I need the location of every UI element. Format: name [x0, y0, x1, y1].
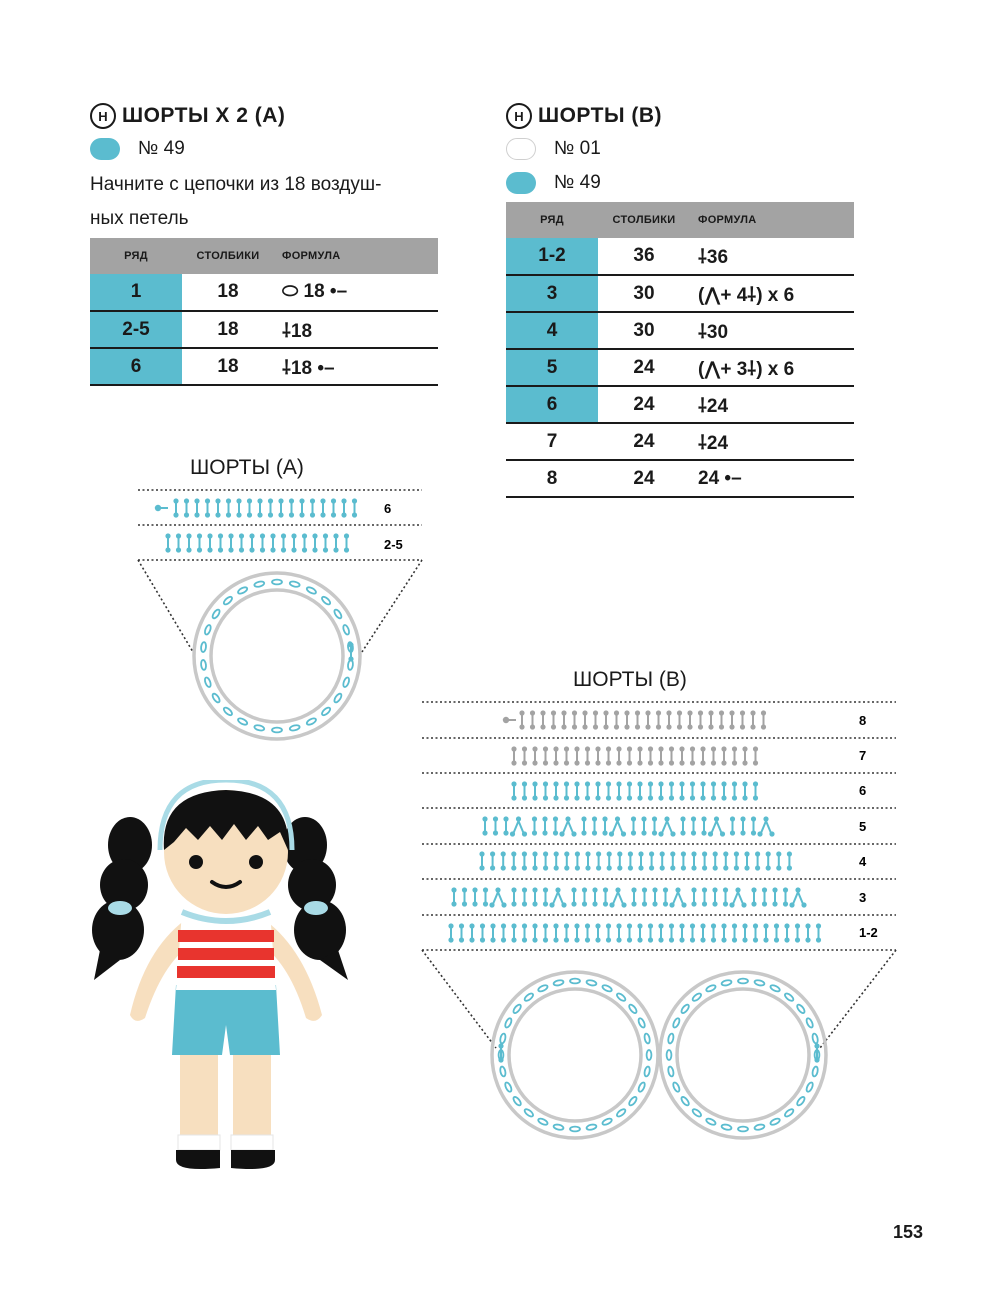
yarn-item [90, 132, 440, 166]
page-number: 153 [893, 1222, 924, 1242]
table-row: 8 24 24 •– [506, 460, 854, 497]
yarn-swatch-icon [506, 172, 536, 194]
row-label: 7 [859, 748, 867, 763]
section-a-title-text: ШОРТЫ Х 2 (А) [122, 104, 286, 127]
yarn-label: № 49 [138, 138, 185, 159]
diagram-a-title: ШОРТЫ (А) [190, 456, 304, 479]
pattern-table-a [90, 238, 438, 386]
table-row: 5 24 (⋀+ 3⸸) x 6 [506, 349, 854, 386]
table-row: 3 30 (⋀+ 4⸸) x 6 [506, 275, 854, 312]
table-row: 7 24 ⸸24 [506, 423, 854, 460]
doll-illustration [90, 780, 360, 1180]
hook-size-badge: H [90, 103, 116, 129]
col-row: РЯД [90, 238, 182, 274]
col-stitches: СТОЛБИКИ [598, 202, 690, 238]
row-label: 1-2 [859, 925, 878, 940]
section-b-title-text: ШОРТЫ (В) [538, 104, 663, 127]
col-stitches: СТОЛБИКИ [182, 238, 274, 274]
section-shorts-a [90, 100, 440, 386]
intro-text: Начните с цепочки из 18 воздуш- ных петель [90, 174, 382, 229]
row-label: 8 [859, 713, 867, 728]
yarn-swatch-icon [90, 138, 120, 160]
table-row: 6 24 ⸸24 [506, 386, 854, 423]
row-label: 3 [859, 890, 867, 905]
diagram-shorts-a [135, 486, 435, 746]
col-row: РЯД [506, 202, 598, 238]
table-row: 6 18 ⸸18 •– [90, 348, 438, 385]
section-a-title [90, 100, 440, 132]
yarn-item [506, 132, 856, 166]
section-b-title [506, 100, 856, 132]
yarn-swatch-icon [506, 138, 536, 160]
yarn-item [506, 166, 856, 200]
diagram-shorts-b [418, 698, 918, 1168]
col-formula: ФОРМУЛА [274, 238, 438, 274]
row-label: 6 [384, 501, 392, 516]
diagram-b-title: ШОРТЫ (В) [573, 668, 687, 691]
table-row: 4 30 ⸸30 [506, 312, 854, 349]
table-row: 1 18 ⬭ 18 •– [90, 274, 438, 311]
row-label: 5 [859, 819, 867, 834]
pigtail-left [92, 817, 152, 980]
yarn-label: № 49 [554, 172, 601, 193]
section-shorts-b [506, 100, 856, 498]
pattern-table-b [506, 202, 854, 498]
yarn-label: № 01 [554, 138, 601, 159]
hook-size-badge: H [506, 103, 532, 129]
shorts [172, 985, 280, 1055]
col-formula: ФОРМУЛА [690, 202, 854, 238]
table-row: 1-2 36 ⸸36 [506, 238, 854, 275]
row-label: 4 [859, 854, 867, 869]
row-label: 6 [859, 783, 867, 798]
row-label: 2-5 [384, 537, 403, 552]
table-row: 2-5 18 ⸸18 [90, 311, 438, 348]
